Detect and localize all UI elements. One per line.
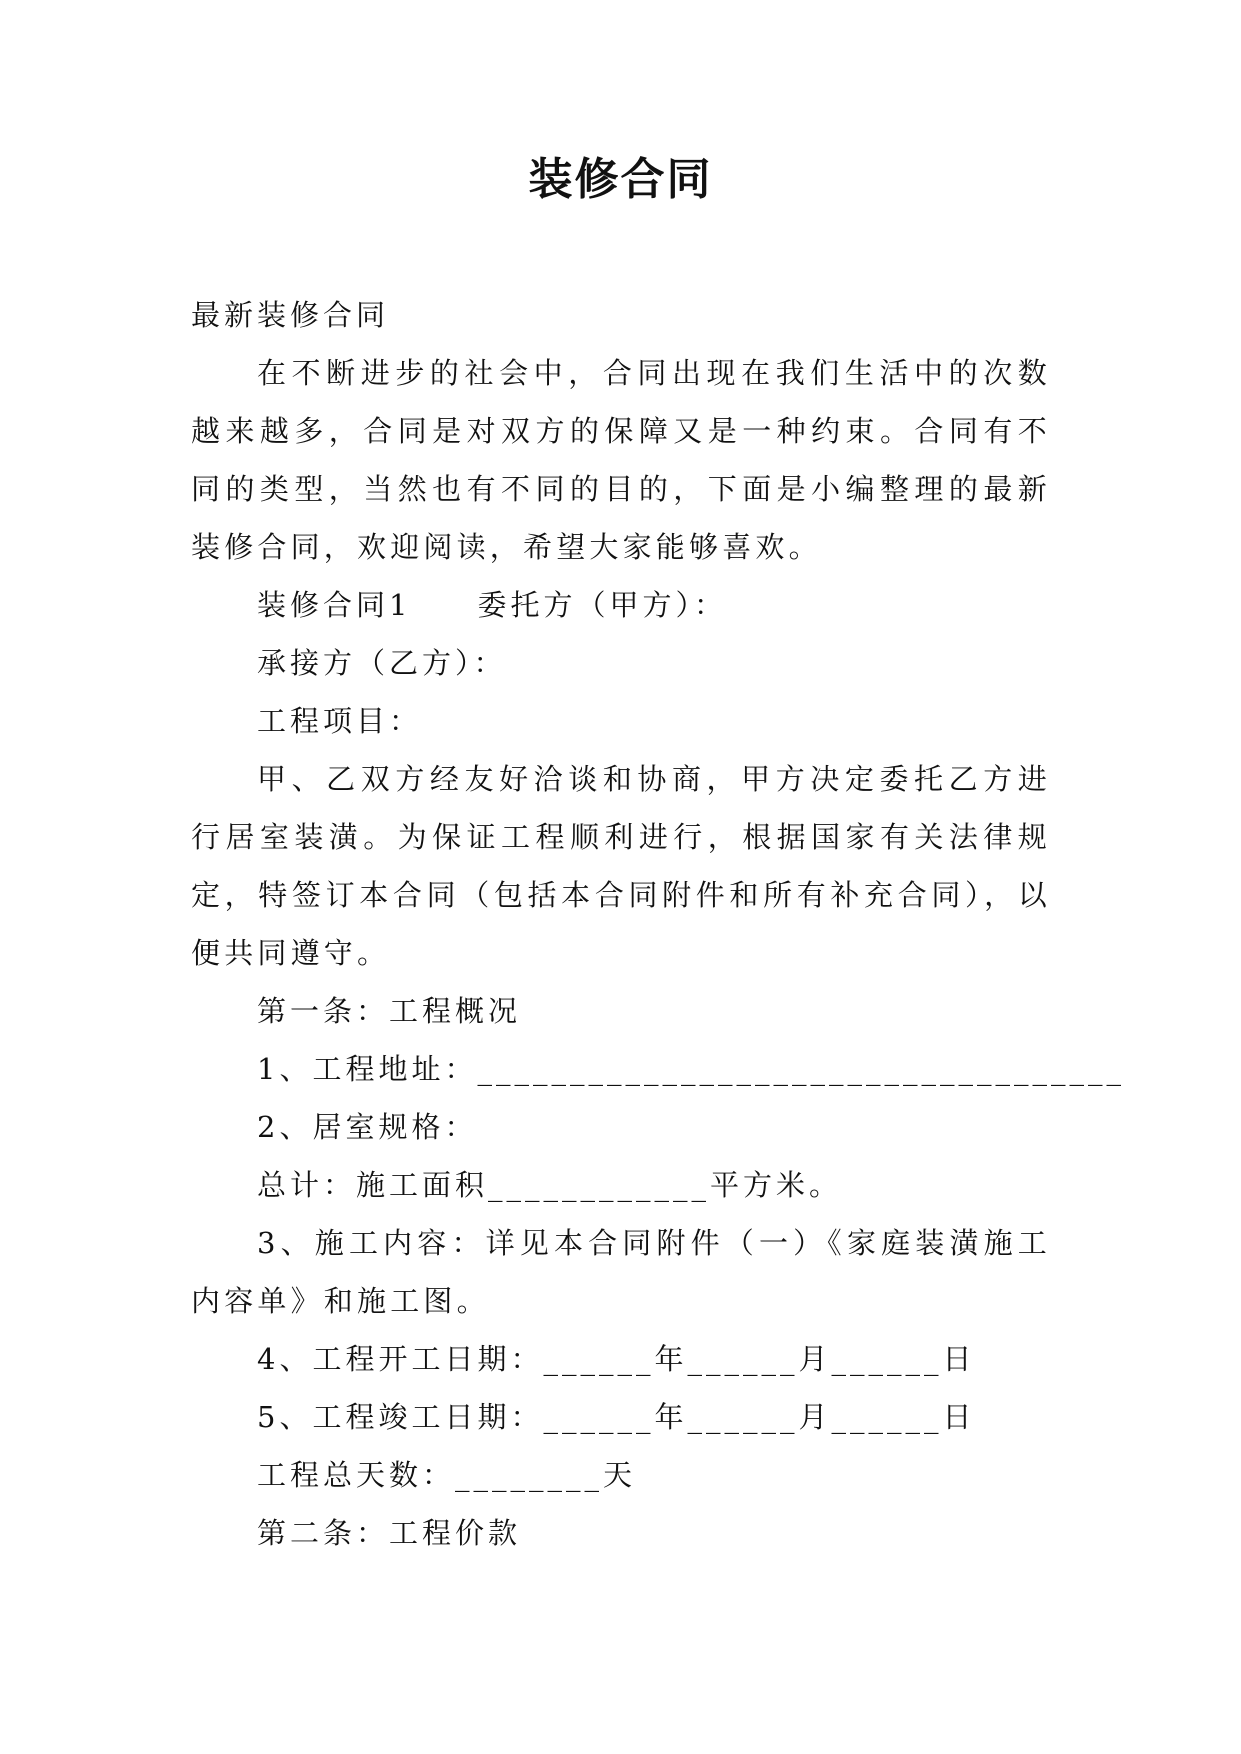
item-5-end-date: 5、工程竣工日期：______年______月______日 bbox=[257, 1400, 976, 1434]
total-area: 总计：施工面积____________平方米。 bbox=[257, 1168, 843, 1202]
party-b-label: 承接方（乙方）： bbox=[257, 646, 507, 680]
item-3-content: 3、施工内容：详见本合同附件（一）《家庭装潢施工内容单》和施工图。 bbox=[191, 1226, 1051, 1318]
item-1-address: 1、工程地址：___________________________________ bbox=[257, 1052, 1125, 1086]
document-title: 装修合同 bbox=[528, 154, 713, 205]
contract-heading-line bbox=[191, 576, 1051, 634]
item-4-start-date: 4、工程开工日期：______年______月______日 bbox=[257, 1342, 976, 1376]
article-1-title: 第一条：工程概况 bbox=[257, 994, 522, 1028]
contract-heading: 装修合同1 bbox=[257, 588, 412, 622]
subtitle: 最新装修合同 bbox=[191, 298, 390, 332]
item-2-spec: 2、居室规格： bbox=[257, 1110, 478, 1144]
intro-paragraph: 在不断进步的社会中，合同出现在我们生活中的次数越来越多，合同是对双方的保障又是一种约束。合同有不同的类型，当然也有不同的目的，下面是小编整理的最新装修合同，欢迎阅读，希望大家能够喜欢。 bbox=[191, 356, 1051, 564]
preamble-paragraph: 甲、乙双方经友好洽谈和协商，甲方决定委托乙方进行居室装潢。为保证工程顺利进行，根据国家有关法律规定，特签订本合同（包括本合同附件和所有补充合同），以便共同遵守。 bbox=[191, 762, 1051, 970]
project-label: 工程项目： bbox=[257, 704, 423, 738]
total-days: 工程总天数：________天 bbox=[257, 1458, 637, 1492]
article-2-title: 第二条：工程价款 bbox=[257, 1516, 522, 1550]
party-a-label: 委托方（甲方）： bbox=[477, 588, 727, 622]
document-body bbox=[191, 286, 1125, 1562]
